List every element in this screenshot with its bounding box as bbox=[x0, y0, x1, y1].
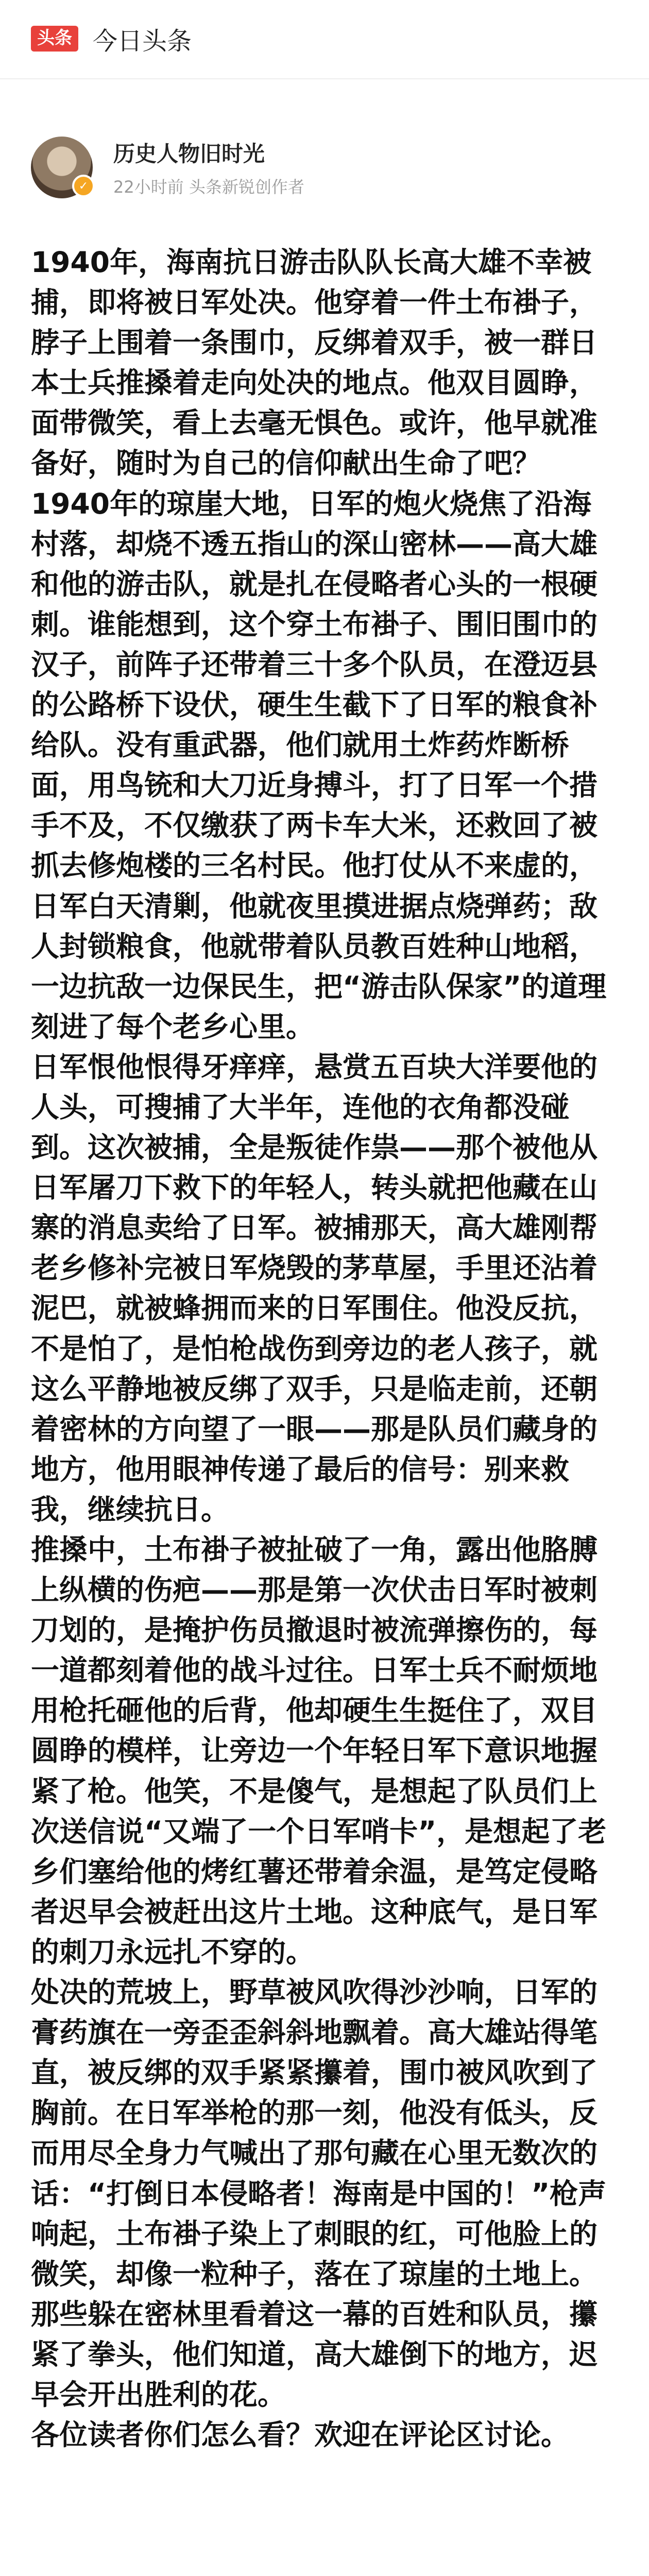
avatar[interactable] bbox=[31, 137, 93, 198]
app-header bbox=[0, 0, 649, 77]
article-body bbox=[31, 242, 618, 2455]
header-divider bbox=[0, 78, 649, 79]
article-paragraph: 日军恨他恨得牙痒痒，悬赏五百块大洋要他的人头，可搜捕了大半年，连他的衣角都没碰到。这次被捕，全是叛徒作祟——那个被他从日军屠刀下救下的年轻人，转头就把他藏在山寨的消息卖给了日军。被捕那天，高大雄刚帮老乡修补完被日军烧毁的茅草屋，手里还沾着泥巴，就被蜂拥而来的日军围住。他没反抗，不是怕了，是怕枪战伤到旁边的老人孩子，就这么平静地被反绑了双手，只是临走前，还朝着密林的方向望了一眼——那是队员们藏身的地方，他用眼神传递了最后的信号：别来救我，继续抗日。 bbox=[31, 1050, 598, 1526]
article-paragraph: 1940年，海南抗日游击队队长高大雄不幸被捕，即将被日军处决。他穿着一件土布褂子，脖子上围着一条围巾，反绑着双手，被一群日本士兵推搡着走向处决的地点。他双目圆睁，面带微笑，看上去毫无惧色。或许，他早就准备好，随时为自己的信仰献出生命了吧？ bbox=[31, 246, 598, 480]
toutiao-logo[interactable]: 头条 bbox=[31, 26, 78, 51]
author-meta bbox=[113, 137, 304, 198]
author-subtitle: 22小时前 头条新锐创作者 bbox=[113, 177, 304, 197]
article-paragraph: 各位读者你们怎么看？欢迎在评论区讨论。 bbox=[31, 2418, 570, 2452]
author-name[interactable]: 历史人物旧时光 bbox=[113, 141, 265, 166]
article-paragraph: 处决的荒坡上，野草被风吹得沙沙响，日军的膏药旗在一旁歪歪斜斜地飘着。高大雄站得笔直，被反绑的双手紧紧攥着，围巾被风吹到了胸前。在日军举枪的那一刻，他没有低头，反而用尽全身力气喊出了那句藏在心里无数次的话：“打倒日本侵略者！海南是中国的！”枪声响起，土布褂子染上了刺眼的红，可他脸上的微笑，却像一粒种子，落在了琼崖的土地上。那些躲在密林里看着这一幕的百姓和队员，攥紧了拳头，他们知道，高大雄倒下的地方，迟早会开出胜利的花。 bbox=[31, 1976, 607, 2411]
creator-badge-icon: ✓ bbox=[72, 175, 95, 197]
article-paragraph: 推搡中，土布褂子被扯破了一角，露出他胳膊上纵横的伤疤——那是第一次伏击日军时被刺刀划的，是掩护伤员撤退时被流弹擦伤的，每一道都刻着他的战斗过往。日军士兵不耐烦地用枪托砸他的后背，他却硬生生挺住了，双目圆睁的模样，让旁边一个年轻日军下意识地握紧了枪。他笑，不是傻气，是想起了队员们上次送信说“又端了一个日军哨卡”，是想起了老乡们塞给他的烤红薯还带着余温，是笃定侵略者迟早会被赶出这片土地。这种底气，是日军的刺刀永远扎不穿的。 bbox=[31, 1533, 607, 1969]
author-row[interactable] bbox=[31, 129, 618, 206]
app-title: 今日头条 bbox=[93, 26, 192, 56]
article-paragraph: 1940年的琼崖大地，日军的炮火烧焦了沿海村落，却烧不透五指山的深山密林——高大雄和他的游击队，就是扎在侵略者心头的一根硬刺。谁能想到，这个穿土布褂子、围旧围巾的汉子，前阵子还带着三十多个队员，在澄迈县的公路桥下设伏，硬生生截下了日军的粮食补给队。没有重武器，他们就用土炸药炸断桥面，用鸟铳和大刀近身搏斗，打了日军一个措手不及，不仅缴获了两卡车大米，还救回了被抓去修炮楼的三名村民。他打仗从不来虚的，日军白天清剿，他就夜里摸进据点烧弹药；敌人封锁粮食，他就带着队员教百姓种山地稻，一边抗敌一边保民生，把“游击队保家”的道理刻进了每个老乡心里。 bbox=[31, 487, 607, 1043]
